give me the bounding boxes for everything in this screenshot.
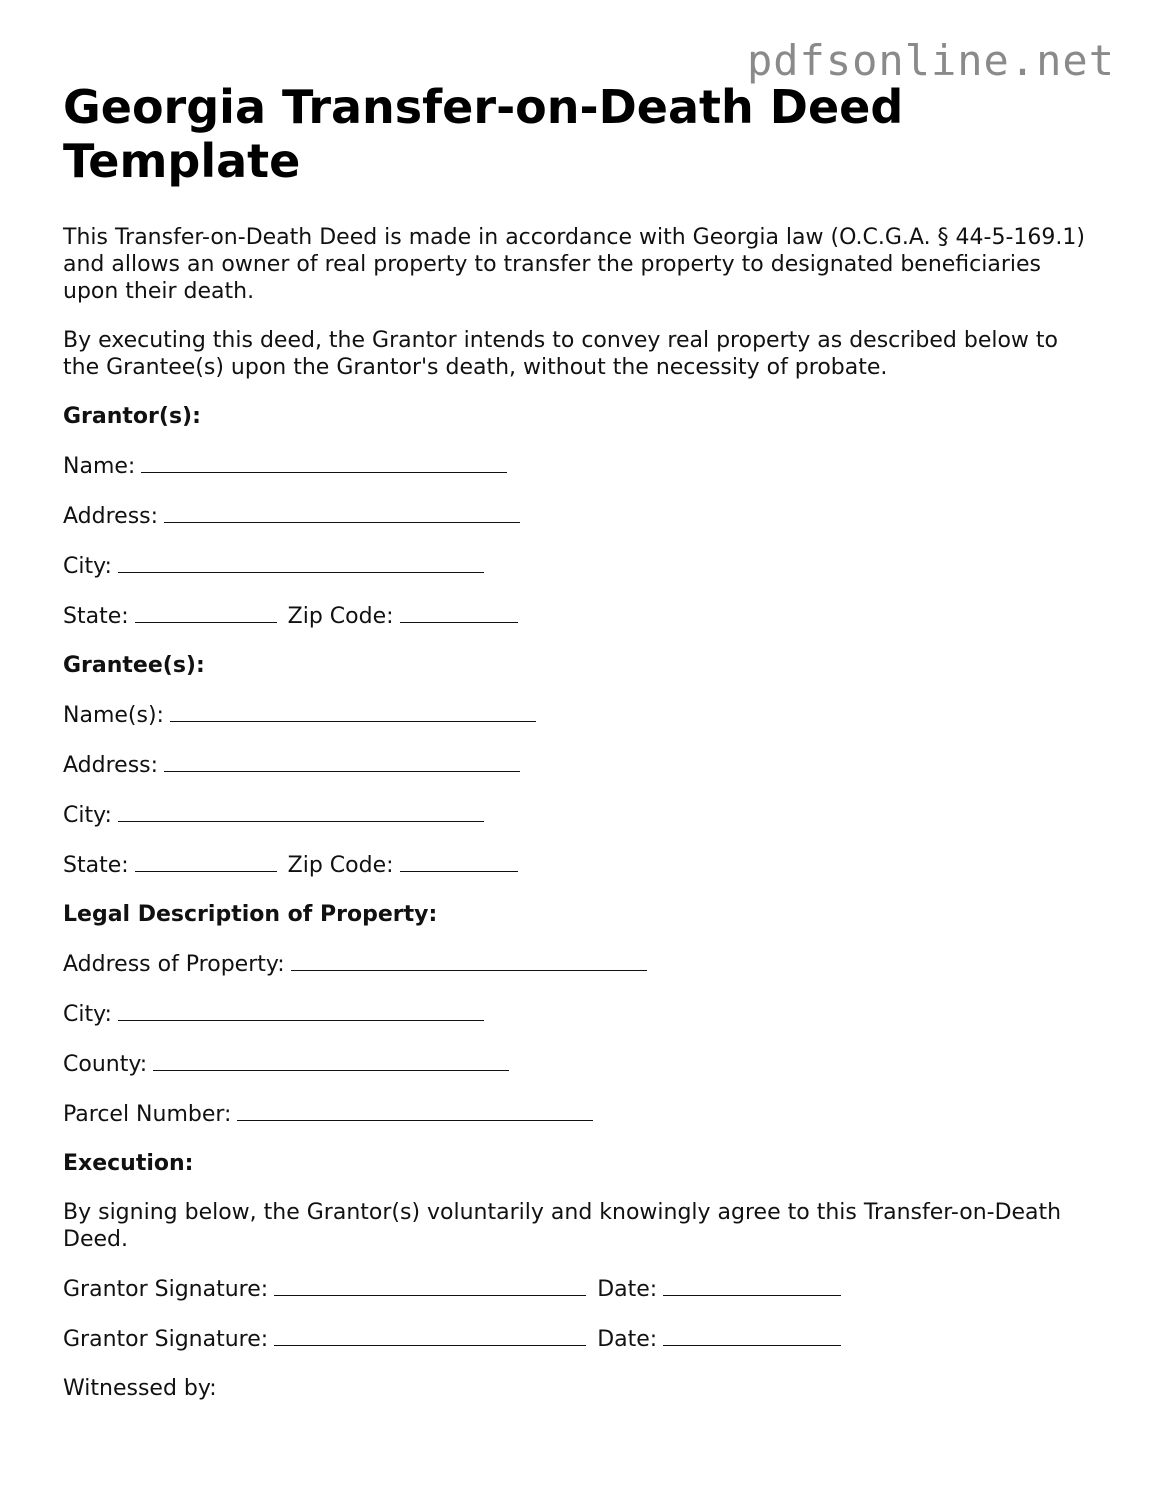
witness-field: Witnessed by:: [63, 1376, 217, 1401]
grantor-name-label: Name:: [63, 454, 136, 479]
grantee-state-zip-field: [63, 851, 1093, 879]
grantor-zip-blank[interactable]: [400, 602, 518, 623]
grantee-city-label: City:: [63, 803, 112, 828]
property-city-blank[interactable]: [118, 1000, 484, 1021]
document-title: Georgia Transfer-on-Death Deed Template: [63, 80, 904, 188]
grantor-city-label: City:: [63, 554, 112, 579]
signature-blank-1[interactable]: [274, 1275, 586, 1296]
property-county-label: County:: [63, 1052, 148, 1077]
grantee-zip-blank[interactable]: [400, 851, 518, 872]
grantee-name-blank[interactable]: [170, 701, 536, 722]
property-heading: Legal Description of Property:: [63, 902, 438, 927]
grantor-city-field: [63, 552, 1093, 580]
deed-document: [63, 80, 1093, 1424]
grantee-heading: Grantee(s):: [63, 653, 205, 678]
grantee-address-blank[interactable]: [164, 751, 520, 772]
grantor-address-field: [63, 502, 1093, 530]
grantor-address-blank[interactable]: [164, 502, 520, 523]
date-label-2: Date:: [597, 1327, 658, 1352]
grantor-heading: Grantor(s):: [63, 404, 201, 429]
signature-label-2: Grantor Signature:: [63, 1327, 269, 1352]
watermark: pdfsonline.net: [746, 36, 1115, 85]
date-blank-2[interactable]: [663, 1325, 841, 1346]
date-label-1: Date:: [597, 1277, 658, 1302]
grantee-state-label: State:: [63, 853, 129, 878]
signature-blank-2[interactable]: [274, 1325, 586, 1346]
execution-heading: Execution:: [63, 1151, 194, 1176]
grantee-name-label: Name(s):: [63, 703, 164, 728]
grantee-name-field: [63, 701, 1093, 729]
date-blank-1[interactable]: [663, 1275, 841, 1296]
property-address-field: [63, 950, 1093, 978]
grantee-address-label: Address:: [63, 753, 159, 778]
grantee-city-blank[interactable]: [118, 801, 484, 822]
property-parcel-label: Parcel Number:: [63, 1102, 232, 1127]
property-address-label: Address of Property:: [63, 952, 285, 977]
grantee-city-field: [63, 801, 1093, 829]
grantor-name-field: [63, 452, 1093, 480]
grantor-state-label: State:: [63, 604, 129, 629]
grantor-name-blank[interactable]: [141, 452, 507, 473]
grantee-state-blank[interactable]: [135, 851, 277, 872]
grantor-city-blank[interactable]: [118, 552, 484, 573]
grantor-signature-field-2: [63, 1325, 1093, 1353]
property-address-blank[interactable]: [291, 950, 647, 971]
grantee-zip-label: Zip Code:: [287, 853, 394, 878]
property-county-field: [63, 1050, 1093, 1078]
property-parcel-blank[interactable]: [237, 1100, 593, 1121]
signature-label-1: Grantor Signature:: [63, 1277, 269, 1302]
grantee-address-field: [63, 751, 1093, 779]
grantor-zip-label: Zip Code:: [287, 604, 394, 629]
intro-paragraph-purpose: By executing this deed, the Grantor intends to convey real property as described below to the Grantee(s) upon the Grantor's death, without the necessity of probate.: [63, 328, 1059, 380]
grantor-state-zip-field: [63, 602, 1093, 630]
grantor-signature-field-1: [63, 1275, 1093, 1303]
property-city-label: City:: [63, 1002, 112, 1027]
property-parcel-field: [63, 1100, 1093, 1128]
grantor-address-label: Address:: [63, 504, 159, 529]
property-county-blank[interactable]: [153, 1050, 509, 1071]
property-city-field: [63, 1000, 1093, 1028]
intro-paragraph-law: This Transfer-on-Death Deed is made in accordance with Georgia law (O.C.G.A. § 44-5-169.1) and allows an owner of real property to transfer the property to designated beneficiaries upon their death.: [63, 225, 1085, 304]
grantor-state-blank[interactable]: [135, 602, 277, 623]
execution-statement: By signing below, the Grantor(s) voluntarily and knowingly agree to this Transfer-on-Death Deed.: [63, 1200, 1062, 1252]
